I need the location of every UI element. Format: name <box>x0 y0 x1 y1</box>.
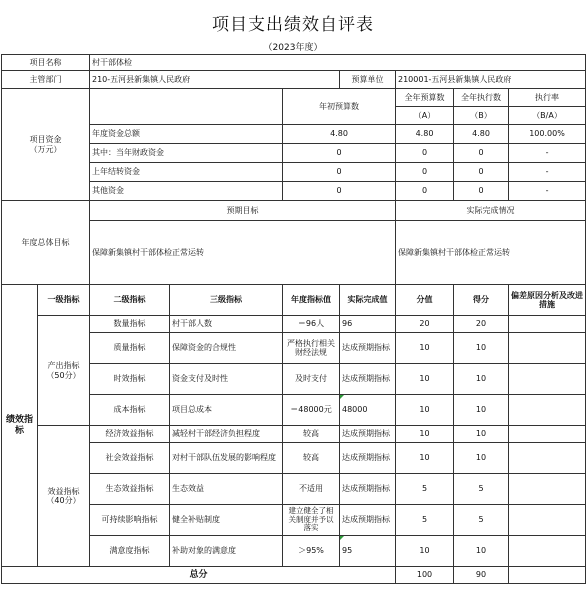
target-cell: ＝48000元 <box>283 395 340 426</box>
funds-row-exec: 0 <box>454 144 509 163</box>
funds-row-name: 其中：当年财政资金 <box>90 144 283 163</box>
score-cell: 5 <box>454 474 509 505</box>
funds-row-initial: 0 <box>283 144 396 163</box>
weight-cell: 10 <box>396 395 454 426</box>
lvl3-cell: 生态效益 <box>170 474 283 505</box>
reason-cell <box>509 474 586 505</box>
goals-label: 年度总体目标 <box>2 201 90 285</box>
weight-cell: 10 <box>396 443 454 474</box>
total-score: 90 <box>454 567 509 584</box>
actual-cell: 48000 <box>340 395 396 426</box>
lvl2-cell: 数量指标 <box>90 316 170 333</box>
funds-row <box>2 125 586 144</box>
score-cell: 10 <box>454 536 509 567</box>
actual-cell: 达成预期指标 <box>340 443 396 474</box>
header-target: 年度指标值 <box>283 285 340 316</box>
actual-cell: 达成预期指标 <box>340 505 396 536</box>
col-initial-budget: 年初预算数 <box>283 89 396 125</box>
lvl2-cell: 成本指标 <box>90 395 170 426</box>
actual-cell: 达成预期指标 <box>340 426 396 443</box>
reason-cell <box>509 395 586 426</box>
score-cell: 10 <box>454 443 509 474</box>
indicator-row <box>2 426 586 443</box>
target-cell: 建立健全了相关制度并予以落实 <box>283 505 340 536</box>
header-lvl2: 二级指标 <box>90 285 170 316</box>
perf-label: 绩效指标 <box>2 285 38 567</box>
funds-row-exec: 4.80 <box>454 125 509 144</box>
funds-row-name: 其他资金 <box>90 182 283 201</box>
dept-label: 主管部门 <box>2 71 90 89</box>
lvl2-cell: 经济效益指标 <box>90 426 170 443</box>
score-cell: 10 <box>454 333 509 364</box>
project-name-value: 村干部体检 <box>90 55 586 71</box>
header-actual: 实际完成值 <box>340 285 396 316</box>
score-cell: 10 <box>454 395 509 426</box>
reason-cell <box>509 333 586 364</box>
total-weight: 100 <box>396 567 454 584</box>
score-cell: 10 <box>454 426 509 443</box>
row-department <box>2 71 586 89</box>
col-annual-exec: 全年执行数 <box>454 89 509 107</box>
reason-cell <box>509 443 586 474</box>
funds-row <box>2 182 586 201</box>
actual-cell: 95 <box>340 536 396 567</box>
expected-goal-label: 预期目标 <box>90 201 396 221</box>
indicator-row <box>2 505 586 536</box>
lvl2-cell: 生态效益指标 <box>90 474 170 505</box>
indicator-row <box>2 443 586 474</box>
weight-cell: 5 <box>396 505 454 536</box>
funds-row-initial: 0 <box>283 163 396 182</box>
funds-row-annual: 0 <box>396 144 454 163</box>
sub-a: （A） <box>396 107 454 125</box>
reason-cell <box>509 316 586 333</box>
lvl2-cell: 质量指标 <box>90 333 170 364</box>
funds-row-annual: 4.80 <box>396 125 454 144</box>
funds-row-name: 上年结转资金 <box>90 163 283 182</box>
actual-result-label: 实际完成情况 <box>396 201 586 221</box>
score-cell: 20 <box>454 316 509 333</box>
funds-row-name: 年度资金总额 <box>90 125 283 144</box>
target-cell: 严格执行相关财经法规 <box>283 333 340 364</box>
lvl3-cell: 村干部人数 <box>170 316 283 333</box>
lvl3-cell: 减轻村干部经济负担程度 <box>170 426 283 443</box>
lvl3-cell: 资金支付及时性 <box>170 364 283 395</box>
funds-row-exec: 0 <box>454 163 509 182</box>
lvl3-cell: 健全补贴制度 <box>170 505 283 536</box>
total-label: 总分 <box>2 567 396 584</box>
actual-cell: 96 <box>340 316 396 333</box>
funds-row-initial: 4.80 <box>283 125 396 144</box>
funds-row-exec: 0 <box>454 182 509 201</box>
header-score: 得分 <box>454 285 509 316</box>
header-lvl3: 三级指标 <box>170 285 283 316</box>
lvl2-cell: 可持续影响指标 <box>90 505 170 536</box>
actual-cell: 达成预期指标 <box>340 333 396 364</box>
funds-header-row <box>2 89 586 107</box>
dept-value: 210-五河县新集镇人民政府 <box>90 71 340 89</box>
indicator-row <box>2 333 586 364</box>
lvl2-cell: 社会效益指标 <box>90 443 170 474</box>
weight-cell: 10 <box>396 364 454 395</box>
total-row <box>2 567 586 584</box>
lvl2-cell: 满意度指标 <box>90 536 170 567</box>
funds-row-rate: - <box>509 163 586 182</box>
indicator-row <box>2 474 586 505</box>
funds-row <box>2 163 586 182</box>
funds-row-rate: - <box>509 144 586 163</box>
weight-cell: 10 <box>396 426 454 443</box>
actual-cell: 达成预期指标 <box>340 364 396 395</box>
lvl3-cell: 项目总成本 <box>170 395 283 426</box>
actual-cell: 达成预期指标 <box>340 474 396 505</box>
reason-cell <box>509 505 586 536</box>
reason-cell <box>509 364 586 395</box>
indicator-row <box>2 536 586 567</box>
target-cell: 及时支付 <box>283 364 340 395</box>
weight-cell: 20 <box>396 316 454 333</box>
row-project-name <box>2 55 586 71</box>
goals-header-row <box>2 201 586 221</box>
target-cell: 不适用 <box>283 474 340 505</box>
indicator-row <box>2 316 586 333</box>
effect-indicator-label: 效益指标（40分） <box>38 426 90 567</box>
weight-cell: 10 <box>396 536 454 567</box>
header-lvl1: 一级指标 <box>38 285 90 316</box>
lvl3-cell: 补助对象的满意度 <box>170 536 283 567</box>
unit-label: 预算单位 <box>340 71 396 89</box>
target-cell: ＞95% <box>283 536 340 567</box>
perf-header-row <box>2 285 586 316</box>
target-cell: 较高 <box>283 443 340 474</box>
report-year: （2023年度） <box>263 43 323 53</box>
target-cell: ＝96人 <box>283 316 340 333</box>
funds-row <box>2 144 586 163</box>
funds-row-annual: 0 <box>396 163 454 182</box>
lvl3-cell: 对村干部队伍发展的影响程度 <box>170 443 283 474</box>
lvl2-cell: 时效指标 <box>90 364 170 395</box>
funds-row-rate: 100.00% <box>509 125 586 144</box>
funds-row-annual: 0 <box>396 182 454 201</box>
indicator-row <box>2 364 586 395</box>
score-cell: 10 <box>454 364 509 395</box>
goals-content-row <box>2 221 586 285</box>
col-exec-rate: 执行率 <box>509 89 586 107</box>
funds-row-rate: - <box>509 182 586 201</box>
sub-b: （B） <box>454 107 509 125</box>
weight-cell: 10 <box>396 333 454 364</box>
reason-cell <box>509 536 586 567</box>
expected-goal-text: 保障新集镇村干部体检正常运转 <box>90 221 396 285</box>
funds-row-initial: 0 <box>283 182 396 201</box>
unit-value: 210001-五河县新集镇人民政府 <box>396 71 586 89</box>
col-annual-budget: 全年预算数 <box>396 89 454 107</box>
output-indicator-label: 产出指标（50分） <box>38 316 90 426</box>
sub-ba: （B/A） <box>509 107 586 125</box>
evaluation-table <box>1 54 586 584</box>
reason-cell <box>509 426 586 443</box>
weight-cell: 5 <box>396 474 454 505</box>
project-name-label: 项目名称 <box>2 55 90 71</box>
indicator-row <box>2 395 586 426</box>
report-title: 项目支出绩效自评表 <box>212 15 374 35</box>
header-weight: 分值 <box>396 285 454 316</box>
header-reason: 偏差原因分析及改进措施 <box>509 285 586 316</box>
lvl3-cell: 保障资金的合规性 <box>170 333 283 364</box>
score-cell: 5 <box>454 505 509 536</box>
target-cell: 较高 <box>283 426 340 443</box>
actual-result-text: 保障新集镇村干部体检正常运转 <box>396 221 586 285</box>
funds-label: 项目资金 （万元） <box>2 89 90 201</box>
